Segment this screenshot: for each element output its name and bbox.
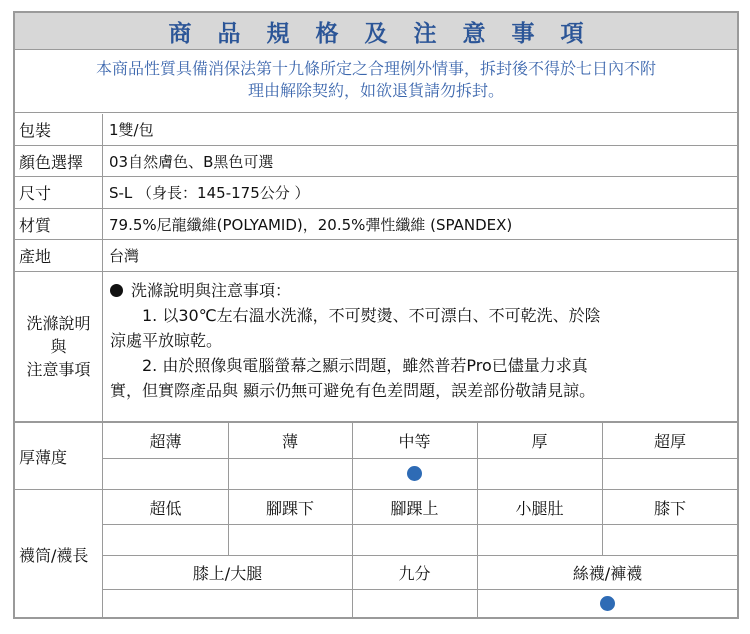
spec-label: 尺寸 [15,177,103,208]
spec-value: S-L （身長：145-175公分 ） [109,184,310,202]
length-label: 襪筒/襪長 [15,490,103,619]
length-option-3 [352,490,478,525]
thickness-option-3 [352,423,478,459]
option-label: 腳踝下 [265,498,314,518]
wash-label [15,272,103,421]
thickness-option-1 [103,423,229,459]
length-row1-mark-cell-3 [352,524,478,556]
length-row2-option-2 [352,555,478,590]
selected-dot-icon [600,596,615,611]
length-row1-mark-cell-5 [602,524,738,556]
option-label: 膝下 [653,498,686,518]
thickness-option-2 [228,423,353,459]
option-label: 膝上/大腿 [192,563,263,583]
wash-label-line: 與 [50,337,67,356]
page-title: 商品規格及注意事項 [168,20,610,47]
thickness-mark-cell-3 [352,458,478,490]
option-label: 超薄 [149,432,182,451]
thickness-option-4 [477,423,603,459]
option-label: 超低 [149,498,182,518]
wash-label-line: 注意事項 [26,360,91,379]
length-row2-mark-cell-3 [477,589,738,619]
option-label: 九分 [398,563,431,583]
spec-row-color [15,146,737,177]
return-notice [15,50,737,113]
length-option-2 [228,490,353,525]
length-row1-mark-cell-1 [103,524,229,556]
thickness-mark-cell-1 [103,458,229,490]
wash-label-line: 洗滌說明 [26,314,91,333]
option-label: 厚 [531,432,548,451]
spec-value: 台灣 [109,247,140,265]
wash-heading: 洗滌說明與注意事項： [131,281,292,300]
option-label: 中等 [398,432,431,451]
length-row2-mark-cell-1 [103,589,353,619]
wash-line: 1. 以30℃左右溫水洗滌，不可熨燙、不可漂白、不可乾洗、於陰 [110,306,601,325]
spec-label: 產地 [15,240,103,271]
wash-section [15,272,737,423]
length-row2-mark-cell-2 [352,589,478,619]
wash-line: 涼處平放晾乾。 [110,331,223,350]
title-bar [15,13,737,50]
wash-line: 2. 由於照像與電腦螢幕之顯示問題，雖然普若Pro已儘量力求真 [110,356,588,375]
length-row2-option-3 [477,555,738,590]
option-label: 小腿肚 [515,498,564,518]
spec-label: 包裝 [15,114,103,145]
thickness-option-5 [602,423,738,459]
length-row1-mark-cell-2 [228,524,353,556]
spec-value: 79.5%尼龍纖維(POLYAMID)，20.5%彈性纖維 (SPANDEX) [109,215,513,234]
bullet-icon [110,284,123,297]
wash-instructions [104,272,737,427]
spec-row-package [15,114,737,146]
selected-dot-icon [407,466,422,481]
spec-sheet [13,11,739,619]
spec-value: 1雙/包 [109,121,154,139]
spec-label: 顏色選擇 [15,146,103,176]
thickness-label: 厚薄度 [15,423,103,490]
option-label: 絲襪/褲襪 [572,563,643,583]
notice-line-2: 理由解除契約，如欲退貨請勿拆封。 [247,81,504,100]
length-option-1 [103,490,229,525]
thickness-mark-cell-2 [228,458,353,490]
option-label: 薄 [281,432,298,451]
length-row1-mark-cell-4 [477,524,603,556]
length-row2-option-1 [103,555,353,590]
wash-line: 實，但實際產品與 顯示仍無可避免有色差問題，誤差部份敬請見諒。 [110,381,596,400]
length-option-4 [477,490,603,525]
spec-label: 材質 [15,209,103,239]
thickness-mark-cell-4 [477,458,603,490]
spec-row-material [15,209,737,240]
option-label: 腳踝上 [390,498,439,518]
spec-row-origin [15,240,737,272]
option-label: 超厚 [653,432,686,451]
spec-value: 03自然膚色、B黑色可選 [109,152,274,171]
thickness-mark-cell-5 [602,458,738,490]
notice-line-1: 本商品性質具備消保法第十九條所定之合理例外情事，拆封後不得於七日內不附 [95,59,656,78]
length-option-5 [602,490,738,525]
spec-row-size [15,177,737,209]
